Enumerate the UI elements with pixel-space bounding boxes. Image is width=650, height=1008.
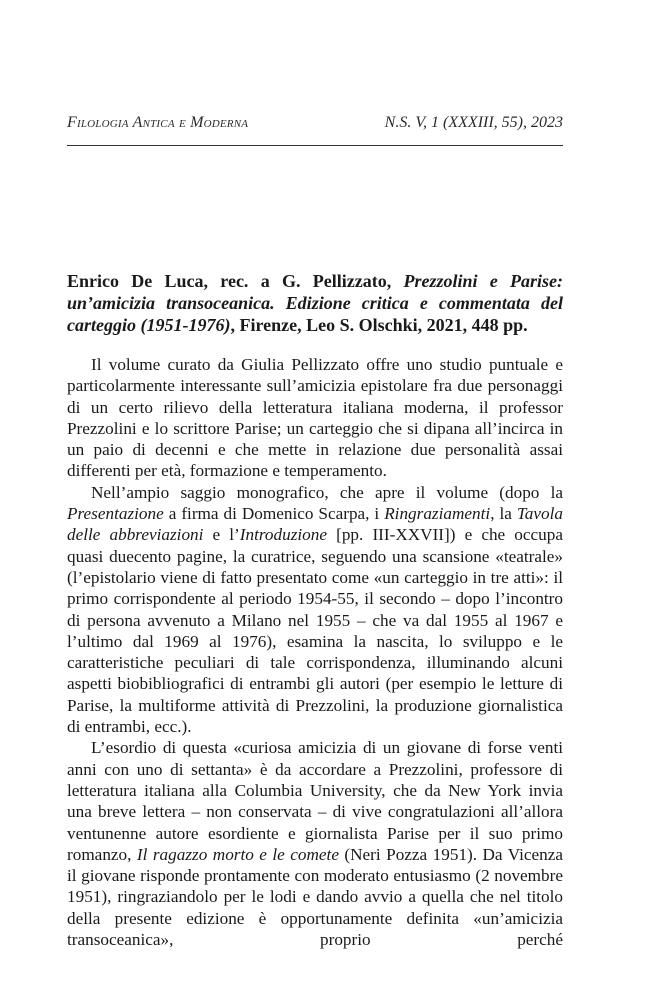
header-rule bbox=[67, 145, 563, 146]
document-page bbox=[67, 0, 563, 1008]
issue-info: N.S. V, 1 (XXXIII, 55), 2023 bbox=[384, 114, 563, 131]
journal-title: Filologia Antica e Moderna bbox=[67, 114, 249, 131]
publication-info: , Firenze, Leo S. Olschki, 2021, 448 pp. bbox=[230, 315, 528, 335]
reviewer-line: Enrico De Luca, rec. a G. Pellizzato, bbox=[67, 271, 404, 291]
running-header bbox=[67, 114, 563, 138]
review-heading bbox=[67, 270, 563, 336]
paragraph-1: Il volume curato da Giulia Pellizzato offre uno studio puntuale e particolarmente interessante sull’amicizia epistolare fra due personaggi di un certo rilievo della letteratura italiana moderna, il professor Prezzolini e lo scrittore Parise; un carteggio che si dipana all’incirca in un paio di decenni e che mette in relazione due personalità assai differenti per età, formazione e temperamento. bbox=[67, 355, 563, 481]
paragraph-2: Nell’ampio saggio monografico, che apre il volume (dopo la Presentazione a firma di Domenico Scarpa, i Ringraziamenti, la Tavola delle abbreviazioni e l’Introduzione [pp. III-XXVII]) e che occupa quasi duecento pagine, la curatrice, seguendo una scansione «teatrale» (l’epistolario viene di fatto presentato come «un carteggio in tre atti»: il primo corrispondente al periodo 1954-55, il secondo – dopo l’incontro di persona avvenuto a Milano nel 1955 – che va dal 1955 al 1967 e l’ultimo dal 1969 al 1976), esamina la nascita, lo sviluppo e le caratteristiche peculiari di tale corrispondenza, illuminando alcuni aspetti biobibliografici di entrambi gli autori (per esempio le letture di Parise, la multiforme attività di Prezzolini, la produzione giornalistica di entrambi, ecc.). bbox=[67, 482, 563, 737]
review-body bbox=[67, 354, 563, 950]
paragraph-3: L’esordio di questa «curiosa amicizia di un giovane di forse venti anni con uno di settanta» è da accordare a Prezzolini, professore di letteratura italiana alla Columbia University, che da New York invia una breve lettera – non conservata – di vive congratulazioni all’allora ventunenne autore esordiente e giornalista Parise per il suo primo romanzo, Il ragazzo morto e le comete (Neri Pozza 1951). Da Vicenza il giovane risponde prontamente con moderato entusiasmo (2 novembre 1951), ringraziandolo per le lodi e dando avvio a quella che nel titolo della presente edizione è opportunamente definita «un’amicizia transoceanica», proprio perché bbox=[67, 738, 563, 950]
book-title: Prezzolini e Parise: un’amicizia transoceanica. Edizione critica e commentata del carteggio (1951-1976) bbox=[67, 271, 563, 335]
